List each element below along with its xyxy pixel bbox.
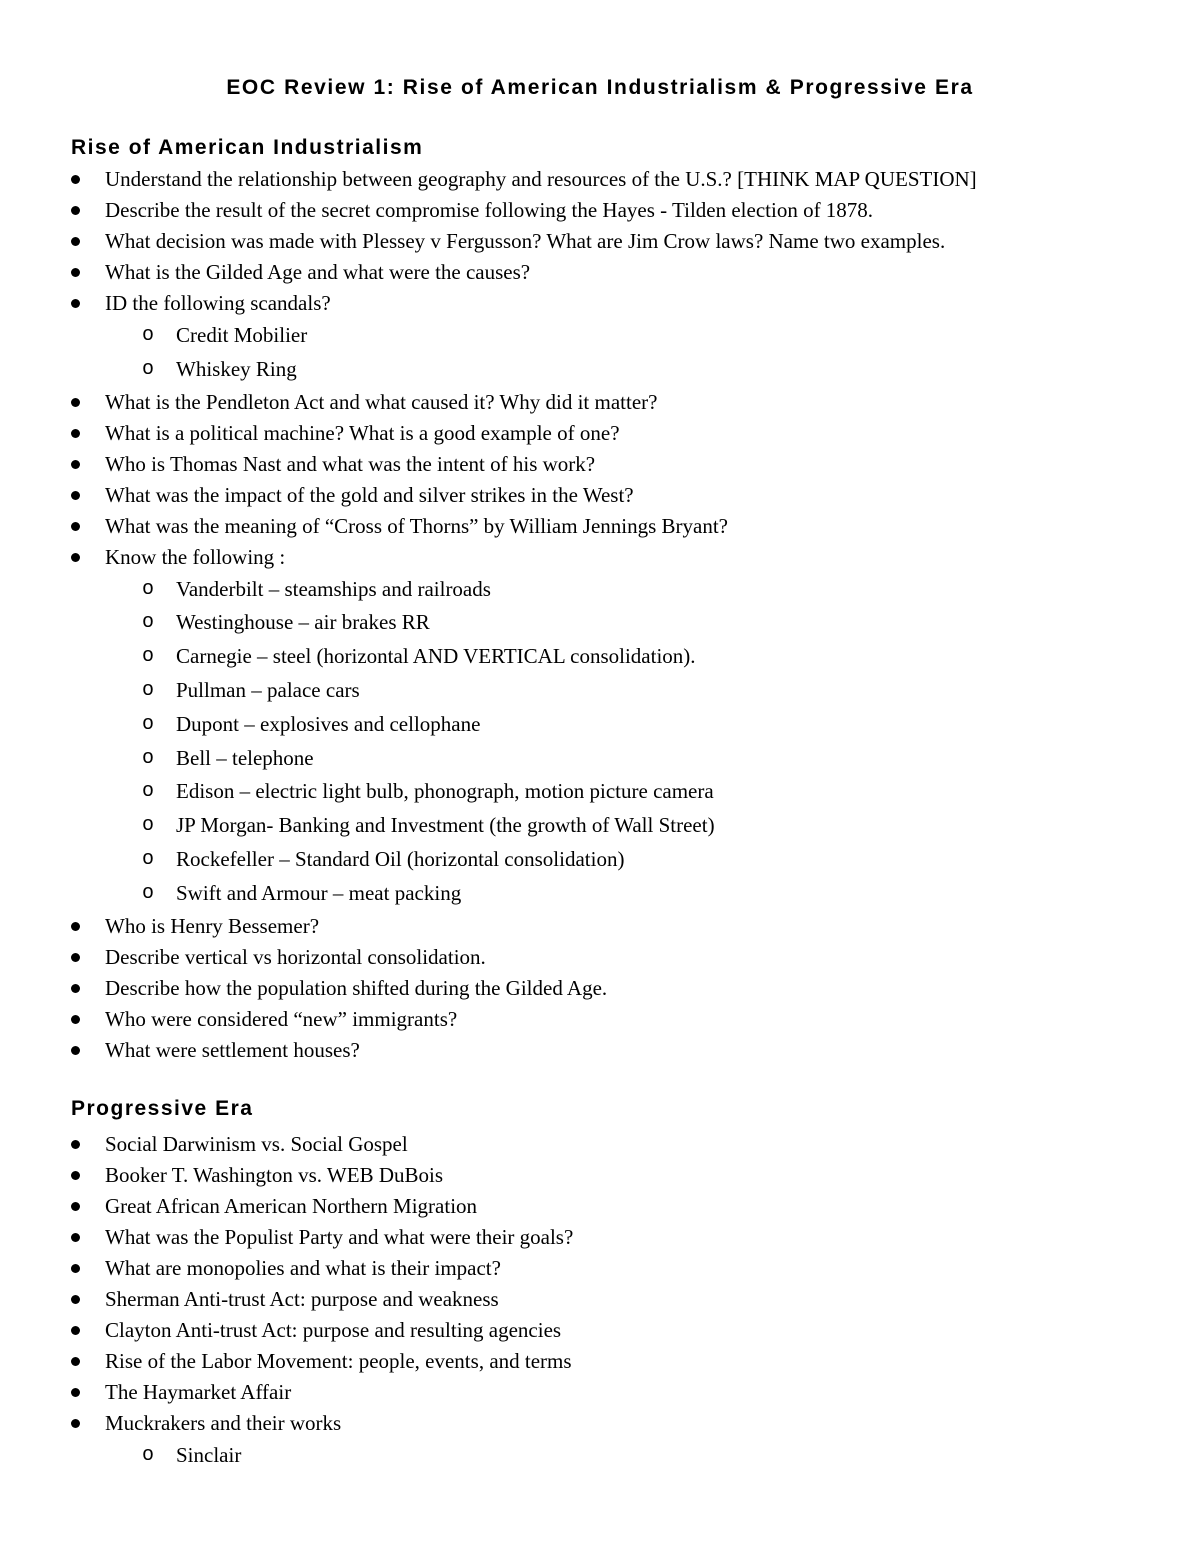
section-heading-progressive-era: Progressive Era	[71, 1097, 254, 1120]
list-item: Rise of the Labor Movement: people, events, and terms	[0, 1346, 573, 1377]
list-item: Booker T. Washington vs. WEB DuBois	[0, 1160, 573, 1191]
list-item: Social Darwinism vs. Social Gospel	[0, 1129, 573, 1160]
list-item: ID the following scandals?	[0, 288, 977, 319]
document-title: EOC Review 1: Rise of American Industrialism & Progressive Era	[226, 76, 974, 99]
sub-list-item: o Westinghouse – air brakes RR	[0, 606, 977, 640]
list-item: Know the following :	[0, 542, 977, 573]
section-heading-industrialism: Rise of American Industrialism	[71, 136, 424, 159]
list-item: Who is Henry Bessemer?	[0, 911, 977, 942]
list-item: Describe how the population shifted during the Gilded Age.	[0, 973, 977, 1004]
sub-list-item: o Bell – telephone	[0, 742, 977, 776]
sub-list-item: o Dupont – explosives and cellophane	[0, 708, 977, 742]
list-item: What is a political machine? What is a good example of one?	[0, 418, 977, 449]
list-item: Sherman Anti-trust Act: purpose and weakness	[0, 1284, 573, 1315]
sub-list-item: o Vanderbilt – steamships and railroads	[0, 573, 977, 607]
list-item: Muckrakers and their works	[0, 1408, 573, 1439]
sub-list-item: o Swift and Armour – meat packing	[0, 877, 977, 911]
sub-list-item: o JP Morgan- Banking and Investment (the growth of Wall Street)	[0, 809, 977, 843]
list-item: What was the Populist Party and what were their goals?	[0, 1222, 573, 1253]
list-item: What are monopolies and what is their impact?	[0, 1253, 573, 1284]
list-item: What is the Pendleton Act and what caused it? Why did it matter?	[0, 387, 977, 418]
sub-list-item: o Edison – electric light bulb, phonograph, motion picture camera	[0, 775, 977, 809]
list-item: What was the meaning of “Cross of Thorns” by William Jennings Bryant?	[0, 511, 977, 542]
list-item: What were settlement houses?	[0, 1035, 977, 1066]
list-item: Clayton Anti-trust Act: purpose and resulting agencies	[0, 1315, 573, 1346]
sub-list-item: o Pullman – palace cars	[0, 674, 977, 708]
list-item: What decision was made with Plessey v Fergusson? What are Jim Crow laws? Name two examples.	[0, 226, 977, 257]
list-item: Describe vertical vs horizontal consolidation.	[0, 942, 977, 973]
progressive-era-question-list	[0, 1129, 573, 1473]
list-item: Who is Thomas Nast and what was the intent of his work?	[0, 449, 977, 480]
list-item: What is the Gilded Age and what were the causes?	[0, 257, 977, 288]
sub-list-item: o Credit Mobilier	[0, 319, 977, 353]
sub-list-item: o Sinclair	[0, 1439, 573, 1473]
list-item: What was the impact of the gold and silver strikes in the West?	[0, 480, 977, 511]
sub-list-item: o Whiskey Ring	[0, 353, 977, 387]
list-item: Who were considered “new” immigrants?	[0, 1004, 977, 1035]
list-item: Understand the relationship between geography and resources of the U.S.? [THINK MAP QUESTION]	[0, 164, 977, 195]
list-item: Great African American Northern Migration	[0, 1191, 573, 1222]
sub-list-item: o Rockefeller – Standard Oil (horizontal consolidation)	[0, 843, 977, 877]
industrialism-question-list	[0, 164, 977, 1066]
list-item: The Haymarket Affair	[0, 1377, 573, 1408]
list-item: Describe the result of the secret compromise following the Hayes - Tilden election of 1878.	[0, 195, 977, 226]
sub-list-item: o Carnegie – steel (horizontal AND VERTICAL consolidation).	[0, 640, 977, 674]
